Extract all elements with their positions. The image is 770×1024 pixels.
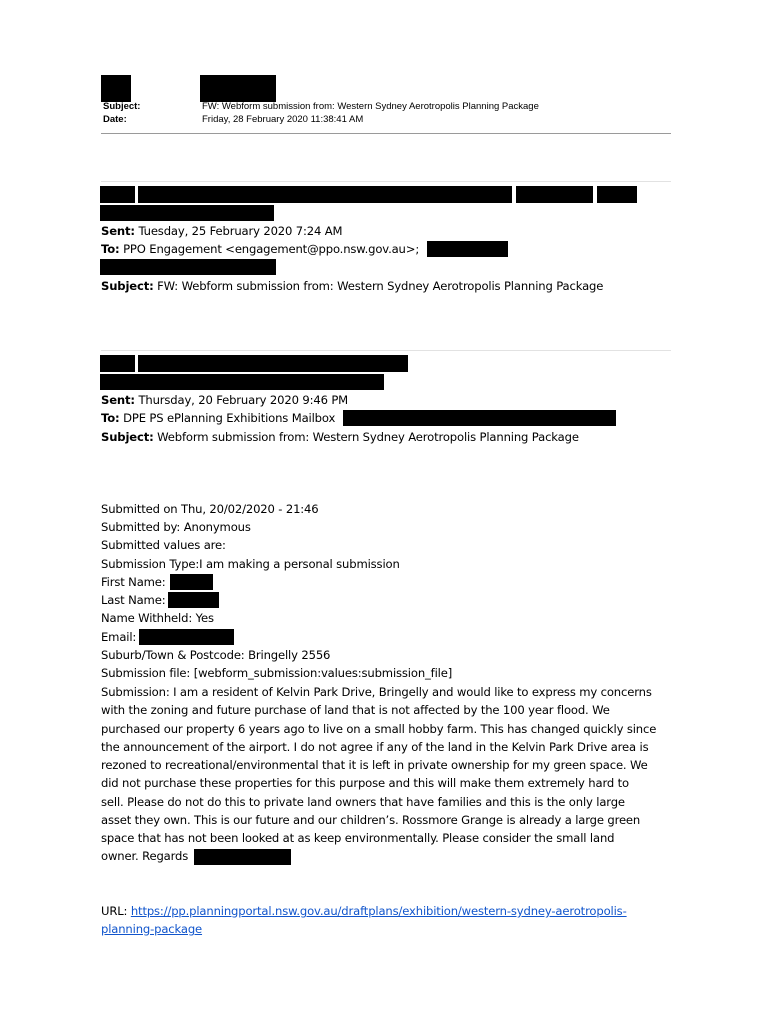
last-name-label: Last Name:: [101, 593, 166, 607]
suburb-postcode: Suburb/Town & Postcode: Bringelly 2556: [101, 648, 331, 662]
url-link-continued[interactable]: planning-package: [101, 922, 203, 936]
forward1-sent-label: Sent:: [101, 224, 135, 238]
submission-line: sell. Please do not do this to private land owners that have families and this is the only large: [101, 794, 625, 809]
redacted-from-2c: [100, 374, 384, 390]
redacted-from-1b: [138, 186, 512, 203]
forward1-to-label: To:: [101, 242, 120, 256]
forward2-to-value: DPE PS ePlanning Exhibitions Mailbox: [123, 411, 336, 425]
redacted-from-1e: [100, 205, 274, 221]
submission-line: Submission: I am a resident of Kelvin Park Drive, Bringelly and would like to express my concerns: [101, 685, 652, 699]
forward2-subject-label: Subject:: [101, 430, 154, 444]
submission-line: the announcement of the airport. I do not agree if any of the land in the Kelvin Park Drive area is: [101, 739, 649, 754]
url-link[interactable]: https://pp.planningportal.nsw.gov.au/draftplans/exhibition/western-sydney-aerotropolis-: [130, 904, 627, 918]
redacted-to-2: [343, 410, 616, 426]
redacted-email: [139, 629, 234, 645]
forward2-sent-label: Sent:: [101, 393, 135, 407]
forward2-divider: [101, 350, 671, 351]
submission-text: [101, 683, 676, 866]
forward1-to-value: PPO Engagement <engagement@ppo.nsw.gov.au>;: [123, 242, 420, 256]
redacted-sender-block: [101, 75, 131, 102]
submission-line: with the zoning and future purchase of land that is not affected by the 100 year flood. We: [101, 703, 610, 718]
submission-line: rezoned to recreational/environmental that it is left in private ownership for my green space. We: [101, 758, 648, 772]
redacted-sender-name: [200, 75, 276, 102]
forward1-to: [101, 240, 419, 258]
submitted-on: Submitted on Thu, 20/02/2020 - 21:46: [101, 502, 319, 516]
first-name-label: First Name:: [101, 575, 166, 589]
submission-file: Submission file: [webform_submission:values:submission_file]: [101, 666, 453, 680]
submitted-values: Submitted values are:: [101, 538, 226, 552]
redacted-from-1d: [597, 186, 637, 203]
url-line-2: [101, 920, 202, 938]
forward2-subject: [101, 428, 579, 446]
url-label: URL:: [101, 904, 131, 918]
redacted-from-1c: [516, 186, 593, 203]
email-label: Email:: [101, 630, 137, 644]
forward2-subject-value: Webform submission from: Western Sydney Aerotropolis Planning Package: [157, 430, 579, 444]
forward1-divider: [101, 181, 671, 182]
redacted-signature: [194, 849, 291, 865]
header-subject-label: Subject:: [103, 101, 141, 112]
redacted-to-1a: [427, 241, 508, 257]
header-subject-value: FW: Webform submission from: Western Sydney Aerotropolis Planning Package: [202, 101, 539, 112]
forward2-to-label: To:: [101, 411, 120, 425]
forward2-to: [101, 409, 335, 427]
submission-line: purchased our property 6 years ago to live on a small hobby farm. This has changed quickly since: [101, 721, 657, 736]
forward2-sent: [101, 391, 348, 409]
header-date-value: Friday, 28 February 2020 11:38:41 AM: [202, 114, 364, 125]
submission-line: asset they own. This is our future and our children’s. Rossmore Grange is already a large green: [101, 812, 641, 827]
forward1-sent: [101, 222, 342, 240]
forward2-sent-value: Thursday, 20 February 2020 9:46 PM: [138, 393, 349, 407]
redacted-first-name: [170, 574, 213, 590]
redacted-from-2a: [100, 355, 135, 372]
submission-line: space that has not been looked at as keep environmentally. Please consider the small land: [101, 831, 615, 845]
submission-line: did not purchase these properties for this purpose and this will make them extremely hard to: [101, 776, 629, 791]
forward1-subject-value: FW: Webform submission from: Western Sydney Aerotropolis Planning Package: [157, 279, 604, 293]
header-date-label: Date:: [103, 114, 127, 125]
redacted-last-name: [168, 592, 219, 608]
forward1-subject-label: Subject:: [101, 279, 154, 293]
redacted-to-1b: [100, 259, 276, 275]
submission-type: Submission Type:I am making a personal submission: [101, 557, 400, 571]
submission-closing: owner. Regards: [101, 849, 189, 864]
header-divider: [101, 133, 671, 134]
redacted-from-2b: [138, 355, 408, 372]
forward1-sent-value: Tuesday, 25 February 2020 7:24 AM: [138, 224, 343, 238]
name-withheld: Name Withheld: Yes: [101, 611, 214, 625]
submitted-by: Submitted by: Anonymous: [101, 520, 251, 534]
forward1-subject: [101, 277, 603, 295]
redacted-from-1a: [100, 186, 135, 203]
url-line: [101, 902, 627, 920]
